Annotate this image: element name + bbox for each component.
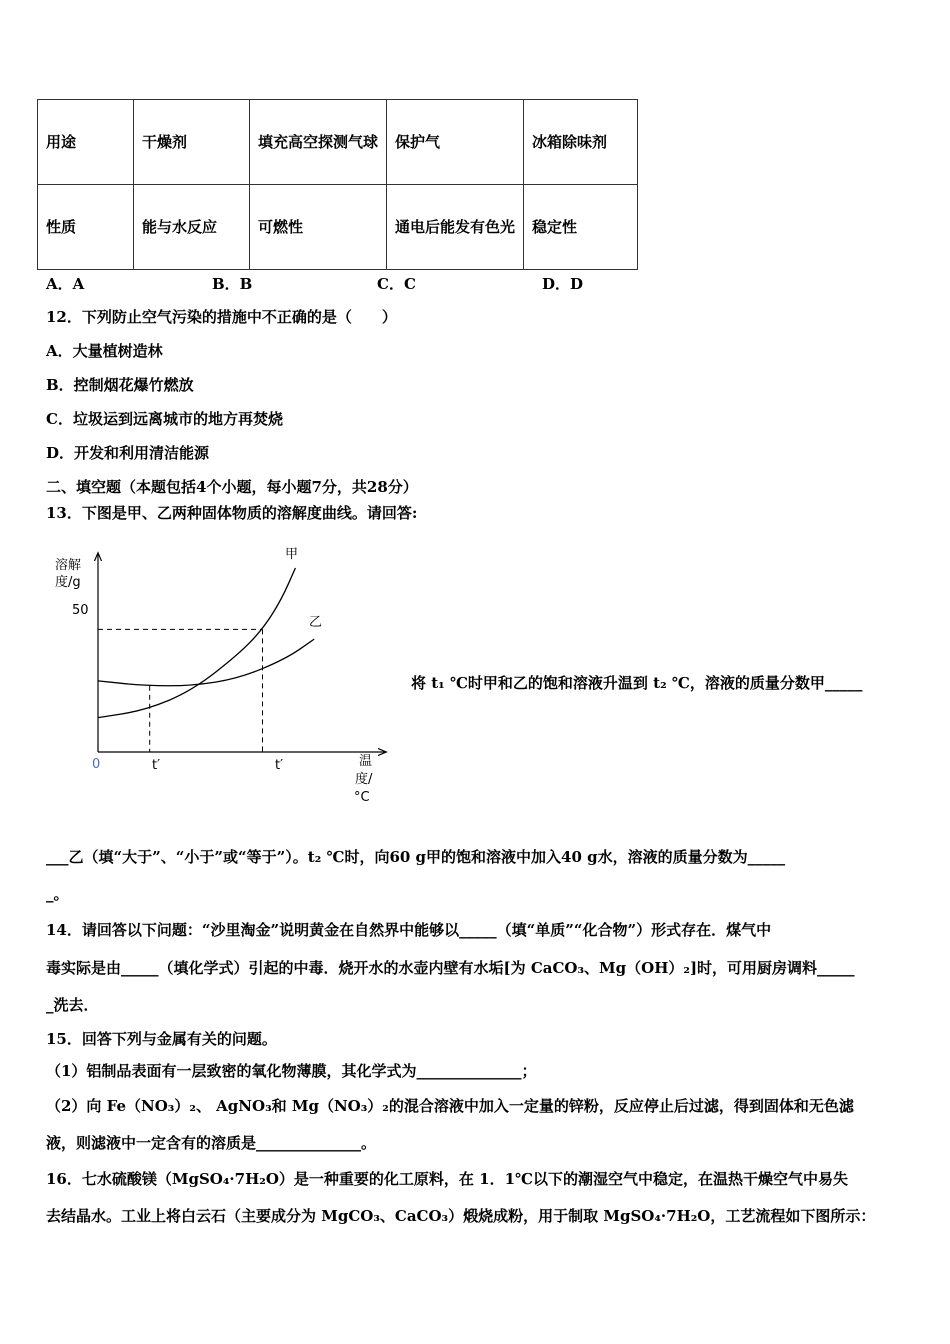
table-cell: 保护气 (387, 100, 524, 185)
x-axis-label: 度/ (355, 772, 373, 787)
table-cell: 填充高空探测气球 (250, 100, 387, 185)
q15-part: 液，则滤液中一定含有的溶质是______________。 (46, 1134, 377, 1152)
y-tick-label: 50 (72, 603, 89, 618)
x-axis-label: °C (354, 790, 370, 805)
table-row (38, 100, 638, 185)
chart-curves (98, 568, 314, 718)
section-heading: 二、填空题（本题包括4个小题，每小题7分，共28分） (46, 478, 418, 496)
table-cell: 稳定性 (524, 185, 638, 270)
q12-stem: 12．下列防止空气污染的措施中不正确的是（ ） (46, 308, 397, 326)
y-axis-label: 度/g (55, 575, 81, 590)
option-d: D．D (542, 275, 584, 293)
chart-axes (98, 554, 385, 752)
table-cell: 性质 (38, 185, 134, 270)
curve-jia (98, 568, 295, 718)
q14-line: _洗去． (46, 996, 99, 1014)
table-cell: 用途 (38, 100, 134, 185)
q11-table (37, 99, 638, 270)
q13-side-text: 将 t₁ ℃时甲和乙的饱和溶液升温到 t₂ ℃，溶液的质量分数甲_____ (411, 674, 863, 692)
table-row (38, 185, 638, 270)
table-cell: 干燥剂 (134, 100, 250, 185)
q15-part: （1）铝制品表面有一层致密的氧化物薄膜，其化学式为______________； (46, 1062, 537, 1080)
option-b: B．B (212, 275, 253, 293)
q13-continuation: ___乙（填“大于”、“小于”或“等于”）。t₂ ℃时，向60 g甲的饱和溶液中加入40 g水，溶液的质量分数为_____ (46, 848, 786, 866)
q14-line: 14．请回答以下问题：“沙里淘金”说明黄金在自然界中能够以_____（填“单质”“化合物”）形式存在．煤气中 (46, 921, 772, 939)
y-axis-label: 溶解 (55, 558, 82, 573)
q13-stem: 13．下图是甲、乙两种固体物质的溶解度曲线。请回答: (46, 504, 418, 522)
origin-label: 0 (92, 757, 101, 772)
q16-line: 去结晶水。工业上将白云石（主要成分为 MgCO₃、CaCO₃）煅烧成粉，用于制取 MgSO₄·7H₂O，工艺流程如下图所示： (46, 1207, 876, 1225)
x-axis-label: 温 (359, 754, 373, 769)
q12-option-d: D．开发和利用清洁能源 (46, 444, 210, 462)
option-c: C．C (377, 275, 416, 293)
q16-line: 16．七水硫酸镁（MgSO₄·7H₂O）是一种重要的化工原料，在 1．1℃以下的潮湿空气中稳定，在温热干燥空气中易失 (46, 1170, 848, 1188)
table-cell: 冰箱除味剂 (524, 100, 638, 185)
chart-guides (98, 629, 263, 752)
series-label-jia: 甲 (285, 547, 299, 562)
q12-option-c: C．垃圾运到远离城市的地方再焚烧 (46, 410, 283, 428)
q14-line: 毒实际是由_____（填化学式）引起的中毒．烧开水的水壶内壁有水垢[为 CaCO₃、Mg（OH）₂]时，可用厨房调料_____ (46, 959, 855, 977)
table-cell: 能与水反应 (134, 185, 250, 270)
q12-option-b: B．控制烟花爆竹燃放 (46, 376, 194, 394)
x-tick-label: t′ (275, 758, 284, 773)
chart-labels (55, 547, 373, 805)
q15-part: （2）向 Fe（NO₃）₂、 AgNO₃和 Mg（NO₃）₂的混合溶液中加入一定量的锌粉，反应停止后过滤，得到固体和无色滤 (46, 1097, 854, 1115)
q13-continuation: _。 (46, 885, 69, 903)
q15-stem: 15．回答下列与金属有关的问题。 (46, 1030, 277, 1048)
x-tick-label: t′ (152, 758, 161, 773)
solubility-chart (45, 540, 395, 810)
q12-option-a: A．大量植树造林 (46, 342, 163, 360)
table-cell: 可燃性 (250, 185, 387, 270)
series-label-yi: 乙 (309, 615, 323, 630)
option-a: A．A (46, 275, 85, 293)
table-cell: 通电后能发有色光 (387, 185, 524, 270)
